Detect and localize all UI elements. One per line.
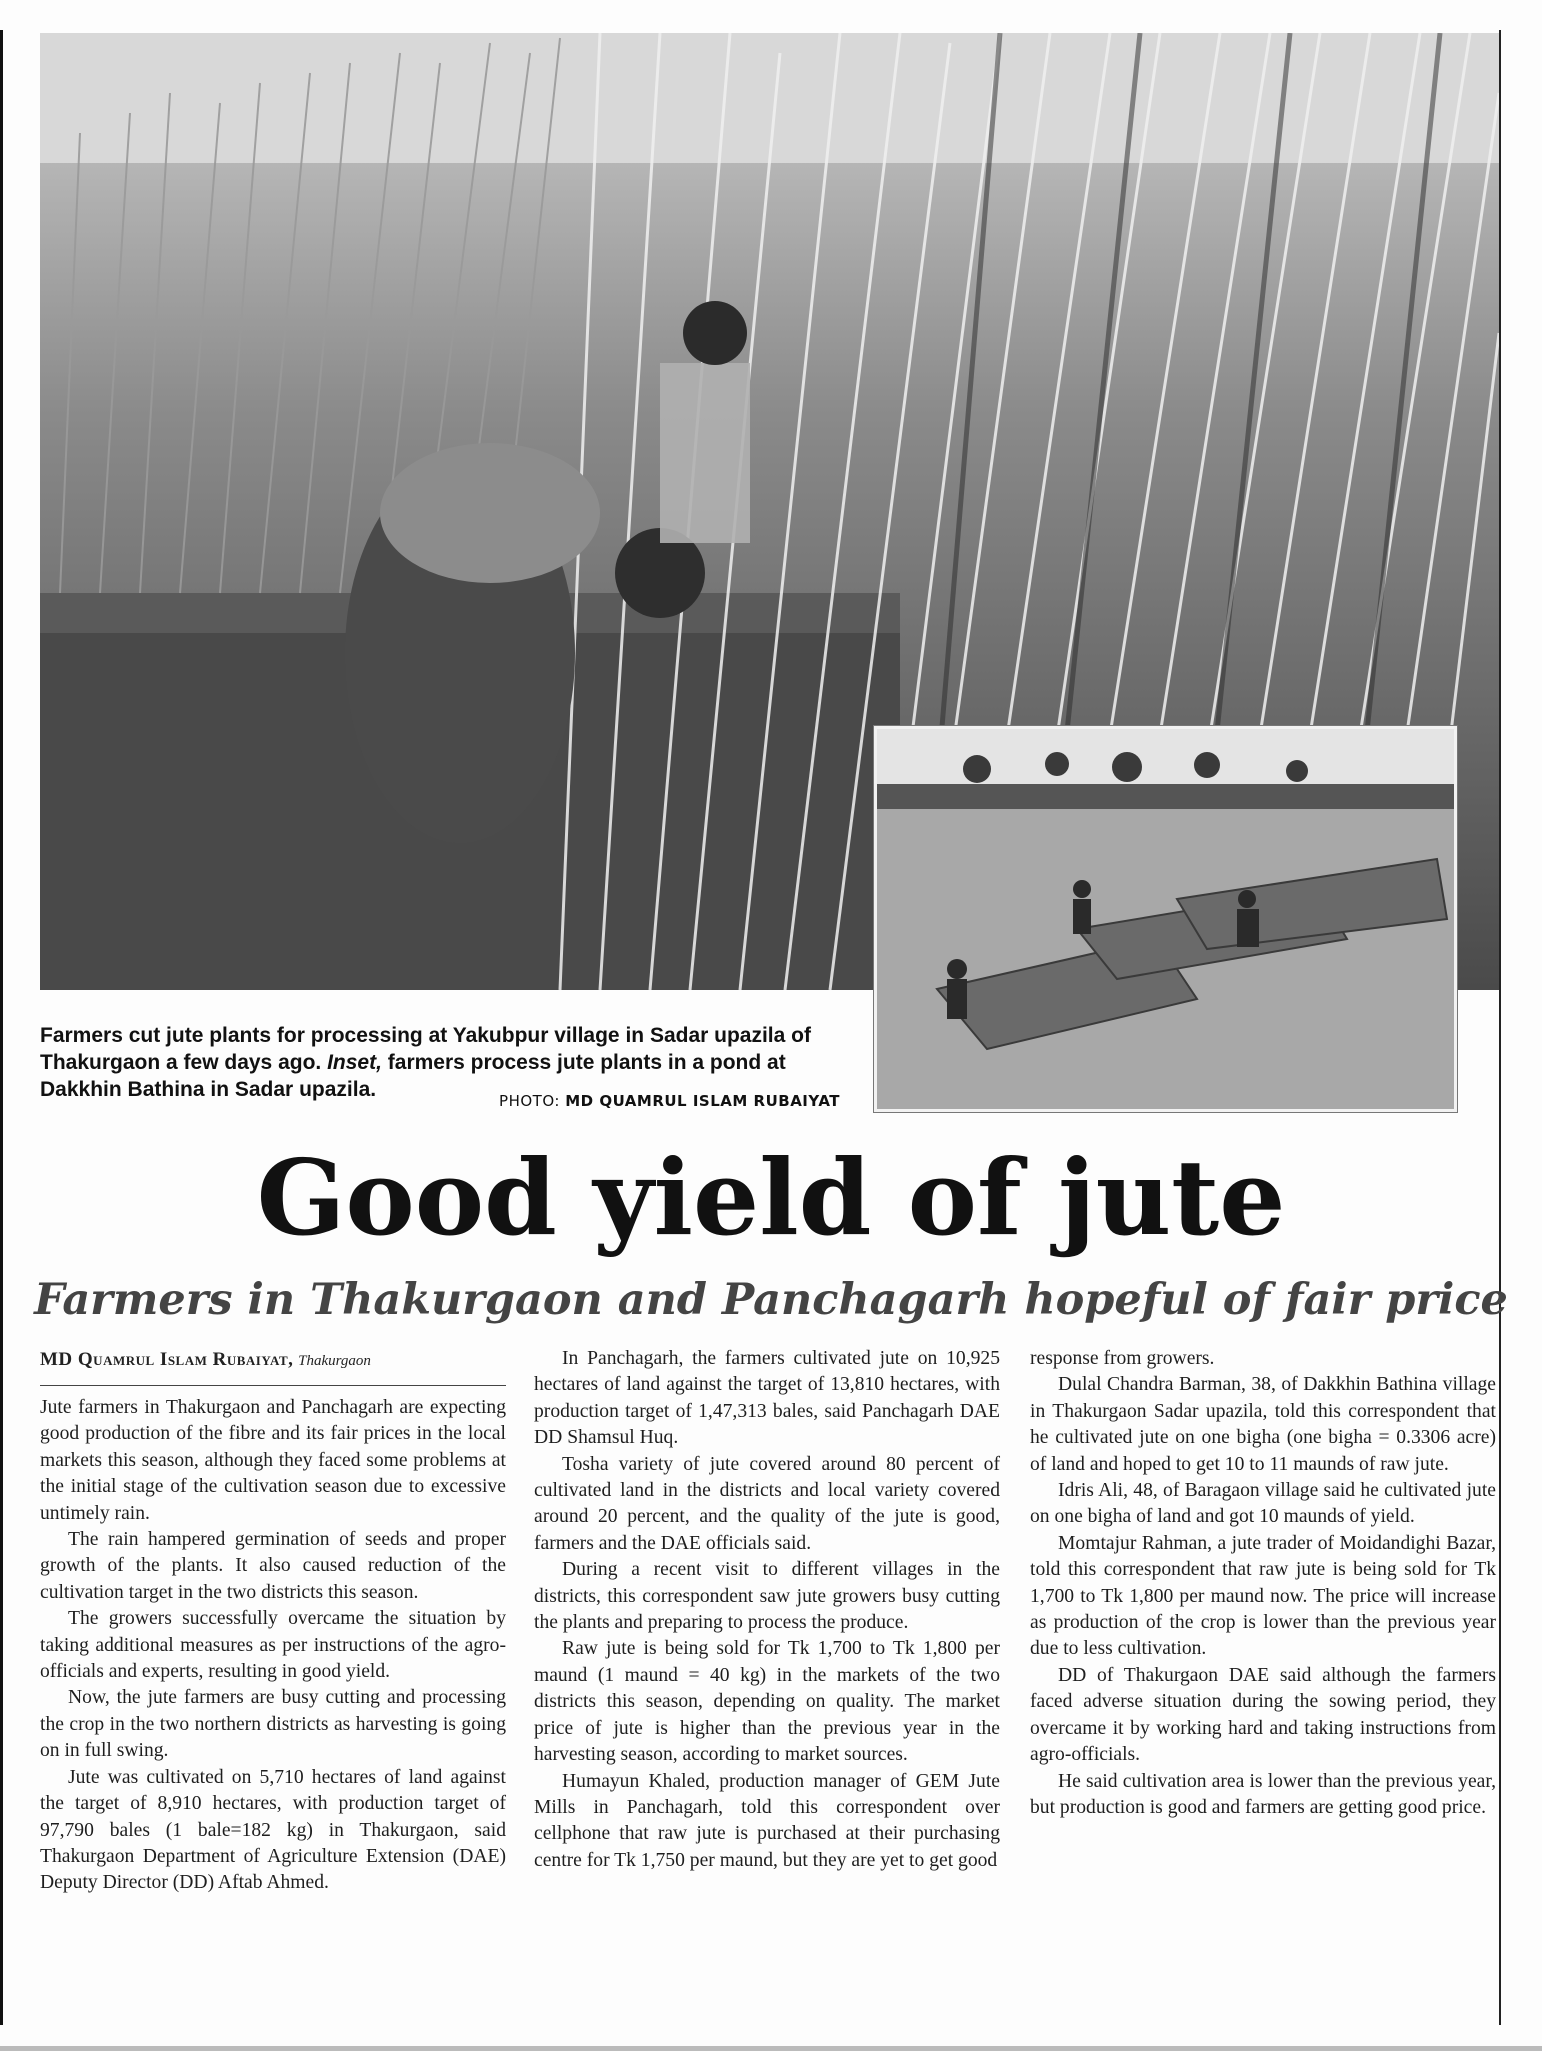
page-edge-left	[0, 30, 3, 2025]
page-edge-bottom	[0, 2046, 1542, 2051]
photo-credit-name: MD QUAMRUL ISLAM RUBAIYAT	[565, 1092, 840, 1110]
photo-caption	[40, 1022, 840, 1103]
paragraph: response from growers.	[1030, 1348, 1215, 1369]
photo-credit-label: PHOTO:	[499, 1092, 566, 1110]
article-column-1	[40, 1395, 506, 1897]
paragraph: Humayun Khaled, production manager of GEM Jute Mills in Panchagarh, told this correspondent over cellphone that raw jute is purchased at their purchasing centre for Tk 1,750 per maund, but they are yet to get good	[534, 1770, 1000, 1871]
subheadline: Farmers in Thakurgaon and Panchagarh hopeful of fair price	[34, 1275, 1508, 1325]
article-column-3	[1030, 1346, 1496, 1821]
paragraph: Jute farmers in Thakurgaon and Panchagarh are expecting good production of the fibre and its fair prices in the local markets this season, although they faced some problems at the initial stage of the cultivation season due to excessive untimely rain.	[40, 1397, 506, 1524]
headline: Good yield of jute	[256, 1136, 1286, 1259]
paragraph: DD of Thakurgaon DAE said although the farmers faced adverse situation during the sowing period, they overcame it by working hard and taking instructions from agro-officials.	[1030, 1664, 1496, 1766]
paragraph: The rain hampered germination of seeds and proper growth of the plants. It also caused reduction of the cultivation target in the two districts this season.	[40, 1529, 506, 1603]
caption-inset-word: Inset,	[327, 1051, 382, 1074]
paragraph: Idris Ali, 48, of Baragaon village said he cultivated jute on one bigha of land and got 10 maunds of yield.	[1030, 1480, 1496, 1528]
inset-photo-pond	[874, 726, 1457, 1112]
byline	[40, 1349, 506, 1371]
photo-credit	[490, 1092, 840, 1110]
paragraph: Jute was cultivated on 5,710 hectares of land against the target of 8,910 hectares, with production target of 97,790 bales (1 bale=182 kg) in Thakurgaon, said Thakurgaon Department of Agriculture Extension (DAE) Deputy Director (DD) Aftab Ahmed.	[40, 1766, 506, 1894]
article-column-2	[534, 1346, 1000, 1874]
paragraph: Now, the jute farmers are busy cutting and processing the crop in the two northern districts as harvesting is going on in full swing.	[40, 1687, 506, 1762]
byline-rule	[40, 1385, 506, 1386]
byline-location: Thakurgaon	[298, 1353, 371, 1369]
paragraph: Dulal Chandra Barman, 38, of Dakkhin Bathina village in Thakurgaon Sadar upazila, told this correspondent that he cultivated jute on one bigha (one bigha = 0.3306 acre) of land and hoped to get 10 to 11 maunds of raw jute.	[1030, 1374, 1496, 1475]
paragraph: Momtajur Rahman, a jute trader of Moidandighi Bazar, told this correspondent that raw jute is being sold for Tk 1,700 to Tk 1,800 per maund now. The price will increase as production of the crop is lower than the previous year due to less cultivation.	[1030, 1532, 1496, 1660]
paragraph: He said cultivation area is lower than the previous year, but production is good and farmers are getting good price.	[1030, 1770, 1496, 1818]
paragraph: The growers successfully overcame the situation by taking additional measures as per instructions of the agro-officials and experts, resulting in good yield.	[40, 1608, 506, 1683]
pond-illustration	[877, 729, 1454, 1109]
paragraph: Tosha variety of jute covered around 80 percent of cultivated land in the districts and local variety covered around 20 percent, and the quality of the jute is good, farmers and the DAE officials said.	[534, 1453, 1000, 1554]
caption-text-part-2: farmers process jute plants in a pond at Dakkhin Bathina in Sadar upazila.	[40, 1051, 786, 1101]
column-rule-right	[1499, 30, 1501, 2025]
paragraph: In Panchagarh, the farmers cultivated jute on 10,925 hectares of land against the target of 13,810 hectares, with production target of 1,47,313 bales, said Panchagarh DAE DD Shamsul Huq.	[534, 1348, 1000, 1449]
paragraph: During a recent visit to different villages in the districts, this correspondent saw jute growers busy cutting the plants and preparing to process the produce.	[534, 1559, 1000, 1634]
caption-text-part-1: Farmers cut jute plants for processing at Yakubpur village in Sadar upazila of Thakurgaon a few days ago.	[40, 1024, 811, 1074]
paragraph: Raw jute is being sold for Tk 1,700 to Tk 1,800 per maund (1 maund = 40 kg) in the markets of the two districts this season, depending on quality. The market price of jute is higher than the previous year in the harvesting season, according to market sources.	[534, 1638, 1000, 1766]
byline-author: MD Quamrul Islam Rubaiyat,	[40, 1349, 294, 1370]
